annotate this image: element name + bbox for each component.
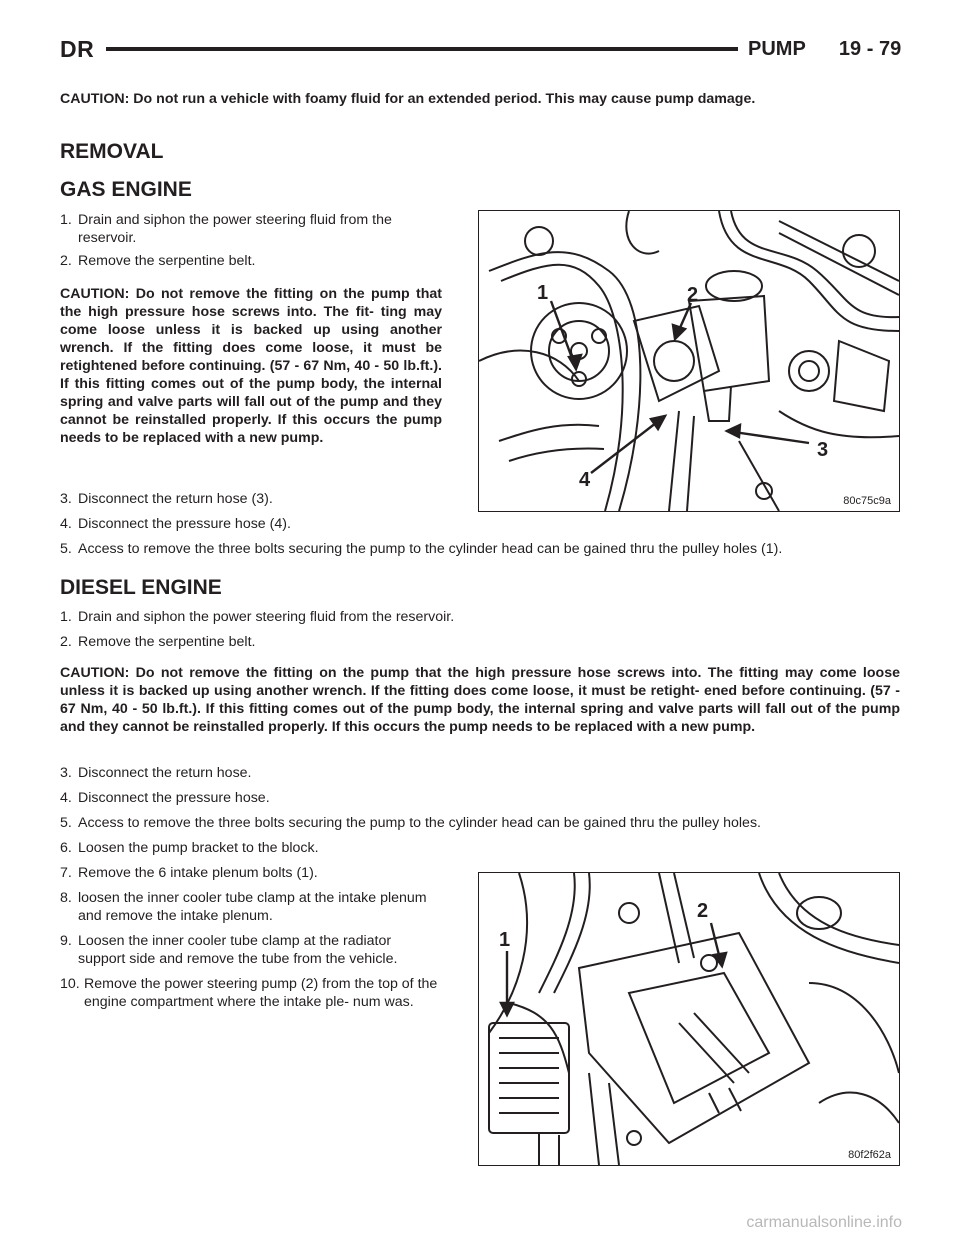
gas-step-5 <box>60 540 900 558</box>
gas-callout-1: 1 <box>537 282 549 304</box>
step-number: 6. <box>60 840 72 856</box>
header-rule <box>106 47 738 51</box>
step-text: Disconnect the return hose (3). <box>78 491 273 507</box>
step-text: Remove the power steering pump (2) from the top of the engine compartment where the intake ple- num was. <box>84 976 438 1010</box>
step-number: 9. <box>60 933 72 949</box>
step-number: 3. <box>60 491 72 507</box>
step-text: Access to remove the three bolts securing the pump to the cylinder head can be gained thru the pulley holes. <box>78 815 761 831</box>
step-text: Remove the 6 intake plenum bolts (1). <box>78 865 318 881</box>
gas-callout-3: 3 <box>817 439 829 461</box>
step-number: 1. <box>60 212 72 228</box>
step-text: Remove the serpentine belt. <box>78 253 256 269</box>
step-number: 1. <box>60 609 72 625</box>
heading-removal: REMOVAL <box>60 140 164 163</box>
step-number: 10. <box>60 976 80 992</box>
gas-step-4 <box>60 515 442 533</box>
gas-engine-line-drawing <box>479 211 899 511</box>
step-text: Drain and siphon the power steering fluid from the reservoir. <box>78 609 455 625</box>
header-section-title: PUMP <box>748 38 806 60</box>
diesel-step-8 <box>60 889 442 925</box>
figure-gas-engine-pump <box>478 210 900 512</box>
step-number: 2. <box>60 634 72 650</box>
caution-diesel-fitting: CAUTION: Do not remove the fitting on the pump that the high pressure hose screws into. The fitting may come loose unless it is backed up using another wrench. If the fitting does come loose, it must be retight- ened before continuing. (57 - 67 Nm, 40 - 50 lb.ft.). If this fitting comes out of the pump body, the internal spring and valve parts will fall out of the pump and they cannot be reinstalled properly. If this occurs the pump needs to be replaced with a new pump. <box>60 665 900 735</box>
diesel-callout-2: 2 <box>697 900 709 922</box>
caution-gas-fitting: CAUTION: Do not remove the fitting on the pump that the high pressure hose screws into. The fit- ting may come loose unless it is backed up using another wrench. If the fitting does come loose, it must be retightened before continuing. (57 - 67 Nm, 40 - 50 lb.ft.). If this fitting comes out of the pump body, the internal spring and valve parts will fall out of the pump and they cannot be reinstalled properly. If this occurs the pump needs to be replaced with a new pump. <box>60 286 442 446</box>
step-text: Disconnect the pressure hose (4). <box>78 516 291 532</box>
step-number: 7. <box>60 865 72 881</box>
step-number: 4. <box>60 516 72 532</box>
heading-diesel-engine: DIESEL ENGINE <box>60 576 222 599</box>
diesel-step-9 <box>60 932 442 968</box>
diesel-step-2 <box>60 633 900 651</box>
diesel-step-4 <box>60 789 900 807</box>
step-text: Remove the serpentine belt. <box>78 634 256 650</box>
step-number: 4. <box>60 790 72 806</box>
step-number: 2. <box>60 253 72 269</box>
gas-step-2 <box>60 252 442 270</box>
watermark-text: carmanualsonline.info <box>746 1214 902 1231</box>
diesel-step-7 <box>60 864 442 882</box>
gas-callout-2: 2 <box>687 284 699 306</box>
figure-id-diesel: 80f2f62a <box>848 1149 891 1161</box>
diesel-step-3 <box>60 764 900 782</box>
gas-step-3 <box>60 490 442 508</box>
step-number: 5. <box>60 541 72 557</box>
header-manual-code: DR <box>60 36 95 62</box>
gas-callout-4: 4 <box>579 469 591 491</box>
heading-gas-engine: GAS ENGINE <box>60 178 192 201</box>
step-text: Disconnect the return hose. <box>78 765 252 781</box>
step-text: loosen the inner cooler tube clamp at the intake plenum and remove the intake plenum. <box>78 890 427 924</box>
diesel-step-10 <box>60 975 442 1011</box>
step-number: 8. <box>60 890 72 906</box>
step-text: Loosen the pump bracket to the block. <box>78 840 319 856</box>
caution-foamy-fluid: CAUTION: Do not run a vehicle with foamy fluid for an extended period. This may cause pump damage. <box>60 91 756 107</box>
step-text: Access to remove the three bolts securing the pump to the cylinder head can be gained thru the pulley holes (1). <box>78 541 783 557</box>
diesel-step-6 <box>60 839 442 857</box>
header-section <box>748 38 901 61</box>
gas-step-1 <box>60 211 442 247</box>
diesel-step-1 <box>60 608 900 626</box>
step-text: Disconnect the pressure hose. <box>78 790 270 806</box>
figure-id-gas: 80c75c9a <box>843 495 891 507</box>
step-number: 3. <box>60 765 72 781</box>
step-text: Drain and siphon the power steering fluid from the reservoir. <box>78 212 392 246</box>
figure-diesel-engine-pump <box>478 872 900 1166</box>
diesel-step-5 <box>60 814 900 832</box>
diesel-engine-line-drawing <box>479 873 899 1165</box>
step-text: Loosen the inner cooler tube clamp at the radiator support side and remove the tube from the vehicle. <box>78 933 398 967</box>
diesel-callout-1: 1 <box>499 929 511 951</box>
header-page-number: 19 - 79 <box>838 38 902 60</box>
step-number: 5. <box>60 815 72 831</box>
